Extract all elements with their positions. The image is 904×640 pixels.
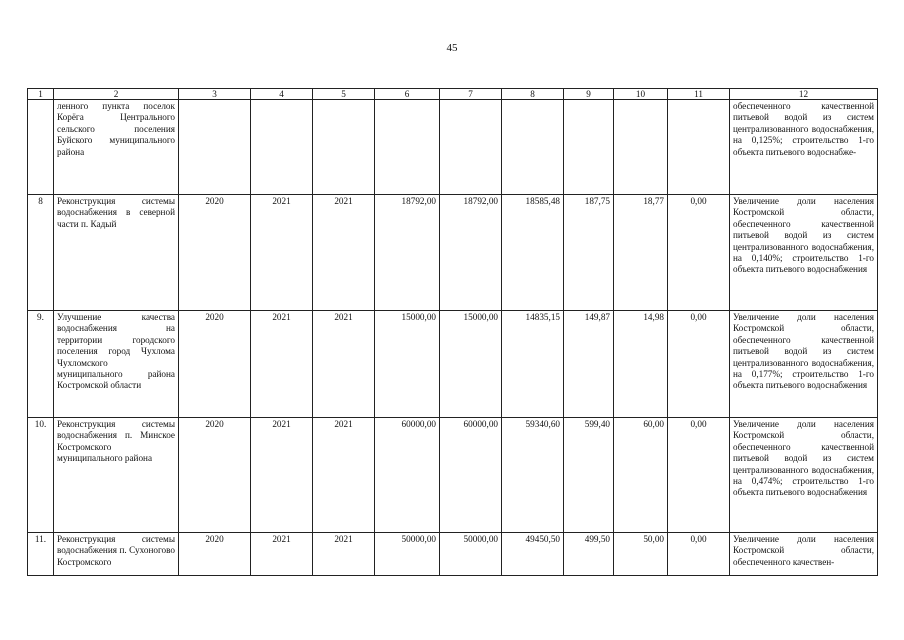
column-number: 1 — [28, 89, 54, 100]
table-row — [28, 533, 878, 576]
cell-year: 2021 — [313, 311, 375, 418]
cell-amount: 14835,15 — [502, 311, 564, 418]
column-number: 12 — [730, 89, 878, 100]
cell-amount: 18,77 — [614, 195, 668, 311]
column-number: 9 — [564, 89, 614, 100]
cell-amount: 0,00 — [668, 311, 730, 418]
cell-name: Реконструкция системы водоснабжения п. Сухоногово Костромского — [54, 533, 179, 576]
cell-amount: 0,00 — [668, 195, 730, 311]
cell-num: 11. — [28, 533, 54, 576]
column-number-row — [28, 89, 878, 100]
column-number: 6 — [375, 89, 440, 100]
cell-year: 2021 — [251, 533, 313, 576]
cell-amount: 499,50 — [564, 533, 614, 576]
cell-empty — [564, 100, 614, 195]
cell-name: ленного пункта поселок Корёга Центрального сельского поселения Буйского муниципального района — [54, 100, 179, 195]
cell-num — [28, 100, 54, 195]
cell-amount: 59340,60 — [502, 418, 564, 533]
cell-empty — [179, 100, 251, 195]
cell-num: 10. — [28, 418, 54, 533]
cell-empty — [313, 100, 375, 195]
cell-amount: 60,00 — [614, 418, 668, 533]
cell-amount: 0,00 — [668, 418, 730, 533]
column-number: 8 — [502, 89, 564, 100]
cell-name: Реконструкция системы водоснабжения в северной части п. Кадый — [54, 195, 179, 311]
column-number: 3 — [179, 89, 251, 100]
cell-result: Увеличение доли населения Костромской области, обеспеченного качественной питьевой водой из систем централизованного водоснабжения, на 0,140%; строительство 1-го объекта питьевого водоснабжения — [730, 195, 878, 311]
cell-amount: 0,00 — [668, 533, 730, 576]
table-row — [28, 195, 878, 311]
cell-year: 2021 — [251, 195, 313, 311]
cell-year: 2020 — [179, 533, 251, 576]
column-number: 2 — [54, 89, 179, 100]
cell-amount: 18585,48 — [502, 195, 564, 311]
cell-amount: 187,75 — [564, 195, 614, 311]
cell-name: Реконструкция системы водоснабжения п. Минское Костромского муниципального района — [54, 418, 179, 533]
cell-year: 2021 — [251, 311, 313, 418]
cell-amount: 50,00 — [614, 533, 668, 576]
cell-amount: 149,87 — [564, 311, 614, 418]
column-number: 5 — [313, 89, 375, 100]
cell-empty — [502, 100, 564, 195]
cell-year: 2021 — [313, 195, 375, 311]
cell-amount: 599,40 — [564, 418, 614, 533]
cell-result: Увеличение доли населения Костромской области, обеспеченного качествен- — [730, 533, 878, 576]
page-number: 45 — [446, 42, 458, 54]
cell-amount: 49450,50 — [502, 533, 564, 576]
cell-num: 8 — [28, 195, 54, 311]
cell-num: 9. — [28, 311, 54, 418]
cell-year: 2021 — [313, 533, 375, 576]
cell-empty — [251, 100, 313, 195]
column-number: 4 — [251, 89, 313, 100]
cell-amount: 18792,00 — [440, 195, 502, 311]
column-number: 11 — [668, 89, 730, 100]
cell-empty — [440, 100, 502, 195]
cell-empty — [375, 100, 440, 195]
cell-year: 2020 — [179, 195, 251, 311]
cell-empty — [614, 100, 668, 195]
program-table — [27, 88, 878, 576]
cell-amount: 15000,00 — [375, 311, 440, 418]
column-number: 10 — [614, 89, 668, 100]
cell-amount: 15000,00 — [440, 311, 502, 418]
cell-amount: 14,98 — [614, 311, 668, 418]
cell-year: 2021 — [251, 418, 313, 533]
cell-empty — [668, 100, 730, 195]
table-row-continuation — [28, 100, 878, 195]
cell-result: Увеличение доли населения Костромской области, обеспеченного качественной питьевой водой из систем централизованного водоснабжения, на 0,177%; строительство 1-го объекта питьевого водоснабжения — [730, 311, 878, 418]
cell-amount: 18792,00 — [375, 195, 440, 311]
table-row — [28, 311, 878, 418]
cell-amount: 60000,00 — [440, 418, 502, 533]
cell-name: Улучшение качества водоснабжения на территории городского поселения город Чухлома Чухломского муниципального района Костромской области — [54, 311, 179, 418]
table-row — [28, 418, 878, 533]
cell-year: 2021 — [313, 418, 375, 533]
cell-year: 2020 — [179, 311, 251, 418]
cell-result: обеспеченного качественной питьевой водой из систем централизованного водоснабжения, на 0,125%; строительство 1-го объекта питьевого водоснабже- — [730, 100, 878, 195]
cell-result: Увеличение доли населения Костромской области, обеспеченного качественной питьевой водой из систем централизованного водоснабжения, на 0,474%; строительство 1-го объекта питьевого водоснабжения — [730, 418, 878, 533]
cell-amount: 60000,00 — [375, 418, 440, 533]
cell-year: 2020 — [179, 418, 251, 533]
cell-amount: 50000,00 — [375, 533, 440, 576]
cell-amount: 50000,00 — [440, 533, 502, 576]
column-number: 7 — [440, 89, 502, 100]
